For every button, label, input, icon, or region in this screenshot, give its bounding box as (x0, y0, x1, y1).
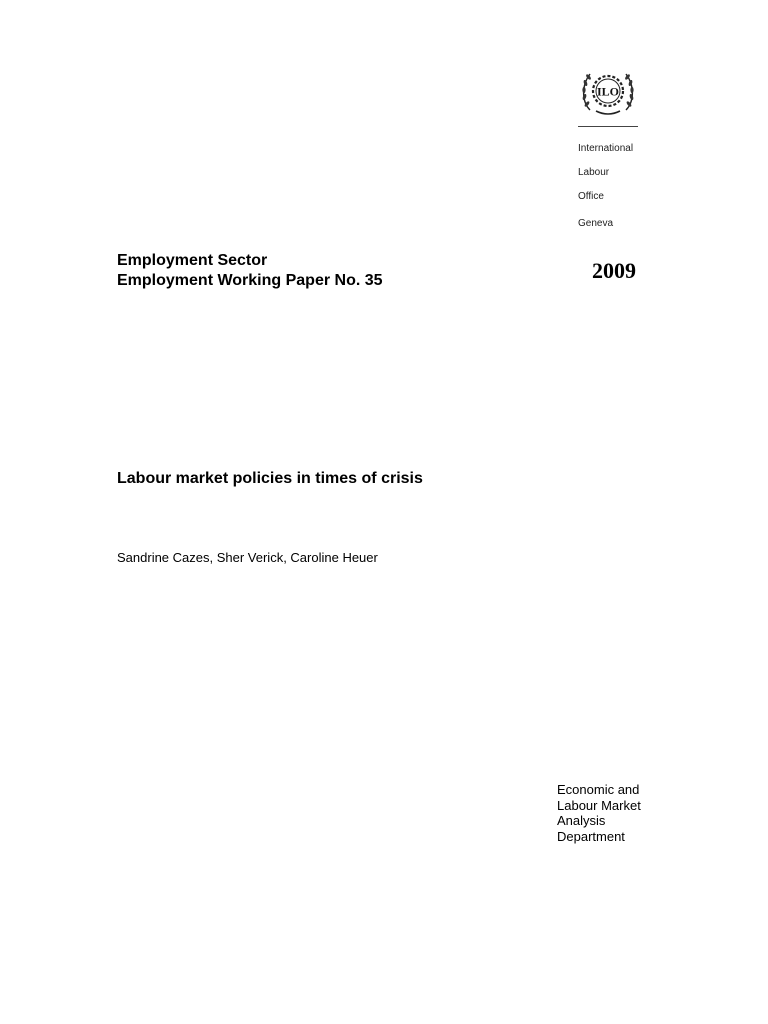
series-number: Employment Working Paper No. 35 (117, 272, 383, 289)
publication-year: 2009 (592, 258, 636, 283)
department-line: Economic and (557, 782, 640, 797)
logo-org-line: Labour (578, 167, 610, 178)
logo-org-name (578, 131, 640, 215)
sector-name: Employment Sector (117, 252, 268, 269)
logo-city: Geneva (578, 218, 614, 229)
ilo-logo-block (578, 64, 640, 230)
logo-divider (578, 126, 638, 127)
department-line: Analysis (557, 813, 606, 828)
logo-org-line: Office (578, 191, 604, 202)
ilo-emblem-icon (578, 64, 638, 120)
paper-title: Labour market policies in times of crisis (117, 470, 423, 487)
authors: Sandrine Cazes, Sher Verick, Caroline Heuer (117, 550, 378, 565)
department-block (557, 782, 641, 844)
department-line: Department (557, 828, 625, 844)
emblem-letters: ILO (596, 84, 620, 99)
series-heading (117, 251, 383, 291)
department-line: Labour Market (557, 797, 641, 813)
logo-org-line: International (578, 143, 634, 154)
